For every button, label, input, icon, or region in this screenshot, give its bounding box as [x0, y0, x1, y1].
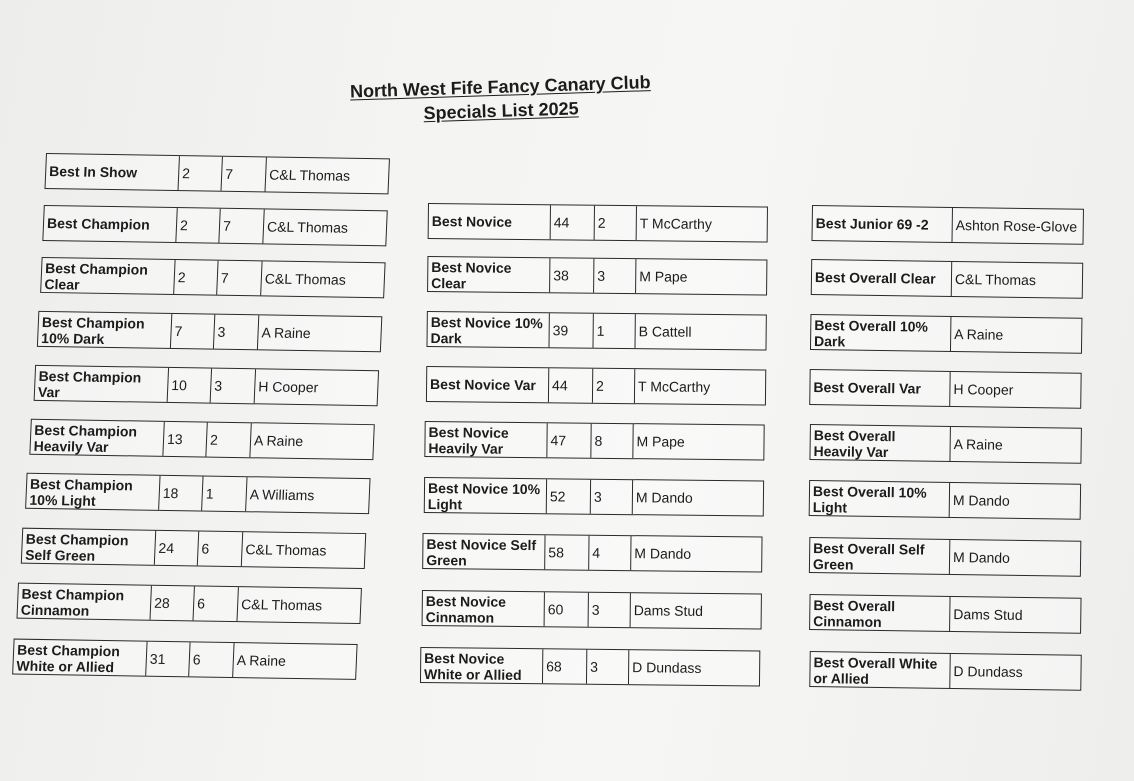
winner-name: Ashton Rose-Glove — [955, 216, 1078, 235]
document-header — [335, 70, 666, 128]
special-row-champion-10-light — [25, 473, 370, 514]
special-category: Best In Show — [46, 154, 180, 190]
winner-name: M Dando — [634, 544, 692, 562]
special-row-novice-white-allied — [420, 647, 760, 687]
special-row-novice-10-light — [424, 477, 764, 517]
class-number: 44 — [551, 205, 595, 239]
place-number: 7 — [222, 157, 267, 192]
winner-name: C&L Thomas — [264, 269, 347, 288]
class-number: 13 — [163, 422, 207, 457]
special-category: Best Overall Var — [810, 370, 950, 406]
special-row-overall-var — [809, 369, 1081, 409]
class-number: 18 — [159, 476, 203, 511]
winner-name: H Cooper — [258, 377, 319, 395]
place-number: 6 — [194, 586, 239, 621]
special-category: Best Champion Heavily Var — [30, 420, 164, 456]
winner-name: D Dundass — [953, 662, 1023, 680]
winner-name: D Dundass — [632, 658, 702, 676]
place-number: 7 — [219, 209, 264, 244]
special-row-champion-white-allied — [12, 639, 357, 680]
special-category: Best Novice Var — [427, 367, 549, 402]
special-category: Best Novice Self Green — [423, 534, 545, 569]
special-row-champion-clear — [40, 257, 385, 298]
class-number: 2 — [174, 260, 218, 295]
place-number: 3 — [591, 480, 633, 514]
winner-name: C&L Thomas — [268, 166, 351, 184]
winner-name: Dams Stud — [953, 605, 1023, 623]
class-number: 52 — [547, 479, 591, 513]
special-row-overall-10-dark — [810, 314, 1082, 354]
class-number: 47 — [547, 423, 591, 457]
special-category: Best Junior 69 -2 — [813, 206, 953, 242]
special-row-novice-10-dark — [426, 311, 766, 351]
special-category: Best Overall White or Allied — [810, 652, 950, 688]
winner-name: T McCarthy — [638, 377, 711, 395]
place-number: 6 — [189, 642, 234, 677]
special-row-novice-clear — [427, 256, 767, 296]
special-category: Best Champion Var — [35, 366, 169, 402]
special-row-overall-cinnamon — [809, 594, 1081, 634]
place-number: 1 — [593, 314, 635, 348]
class-number: 39 — [549, 313, 593, 347]
class-number: 44 — [549, 368, 593, 402]
special-category: Best Overall Heavily Var — [810, 425, 950, 461]
special-category: Best Overall Cinnamon — [810, 595, 950, 631]
winner-name: A Raine — [953, 435, 1003, 453]
special-row-overall-10-light — [809, 480, 1081, 520]
class-number: 60 — [545, 592, 589, 626]
club-title: North West Fife Fancy Canary Club — [349, 72, 651, 102]
special-category: Best Overall Self Green — [810, 538, 950, 574]
winner-name: C&L Thomas — [240, 595, 323, 613]
special-category: Best Champion Clear — [41, 258, 175, 294]
special-category: Best Novice Heavily Var — [425, 422, 547, 457]
special-category: Best Novice 10% Light — [425, 478, 547, 513]
special-row-novice-var — [426, 366, 766, 406]
winner-name: M Dando — [635, 488, 693, 506]
winner-name: Dams Stud — [633, 601, 704, 619]
special-row-best-champion — [42, 205, 387, 246]
winner-name: T McCarthy — [639, 214, 712, 232]
special-category: Best Overall 10% Light — [810, 481, 950, 517]
special-category: Best Champion White or Allied — [13, 640, 147, 676]
special-category: Best Novice — [429, 204, 551, 239]
special-category: Best Champion — [43, 206, 177, 242]
place-number: 3 — [589, 593, 631, 627]
special-row-overall-white-allied — [809, 651, 1081, 691]
winner-name: M Pape — [639, 267, 688, 285]
class-number: 58 — [545, 535, 589, 569]
place-number: 2 — [206, 423, 251, 458]
special-row-best-novice — [428, 203, 768, 243]
winner-name: C&L Thomas — [266, 217, 349, 236]
place-number: 3 — [594, 259, 636, 293]
special-category: Best Novice 10% Dark — [428, 312, 550, 347]
class-number: 38 — [550, 258, 594, 292]
special-category: Best Overall Clear — [812, 260, 952, 296]
place-number: 3 — [211, 369, 256, 404]
special-category: Best Overall 10% Dark — [811, 315, 951, 351]
special-row-overall-self-green — [809, 537, 1081, 577]
class-number: 10 — [168, 368, 212, 403]
class-number: 7 — [171, 314, 215, 349]
special-category: Best Novice Cinnamon — [423, 591, 545, 626]
special-row-champion-var — [34, 365, 379, 406]
special-row-overall-clear — [811, 259, 1083, 299]
special-category: Best Champion 10% Light — [26, 474, 160, 510]
special-row-novice-cinnamon — [422, 590, 762, 630]
winner-name: A Raine — [954, 325, 1004, 343]
special-category: Best Champion Cinnamon — [18, 584, 152, 620]
place-number: 3 — [587, 650, 629, 684]
winner-name: A Raine — [261, 323, 311, 341]
winner-name: A Williams — [249, 485, 315, 503]
special-row-champion-heavily-var — [29, 419, 374, 460]
class-number: 68 — [543, 649, 587, 683]
winner-name: C&L Thomas — [954, 270, 1037, 288]
special-row-novice-heavily-var — [424, 421, 764, 461]
class-number: 2 — [176, 208, 220, 243]
special-row-champion-cinnamon — [16, 583, 361, 624]
place-number: 1 — [202, 477, 247, 512]
special-category: Best Novice Clear — [428, 257, 550, 292]
winner-name: M Dando — [952, 491, 1010, 509]
winner-name: M Pape — [636, 432, 685, 450]
class-number: 2 — [179, 156, 223, 191]
special-row-best-in-show — [44, 153, 389, 194]
winner-name: A Raine — [236, 651, 287, 669]
place-number: 6 — [198, 531, 243, 566]
list-title: Specials List 2025 — [423, 98, 579, 124]
special-row-champion-self-green — [21, 528, 366, 569]
special-category: Best Champion 10% Dark — [38, 312, 172, 348]
special-row-best-junior — [811, 205, 1083, 245]
special-category: Best Champion Self Green — [22, 529, 156, 565]
winner-name: H Cooper — [953, 380, 1014, 398]
place-number: 8 — [591, 424, 633, 458]
special-row-overall-heavily-var — [809, 424, 1081, 464]
winner-name: A Raine — [253, 431, 304, 449]
special-row-novice-self-green — [422, 533, 762, 573]
winner-name: B Cattell — [638, 322, 692, 340]
place-number: 7 — [217, 261, 262, 296]
class-number: 28 — [151, 586, 195, 621]
place-number: 3 — [214, 315, 259, 350]
winner-name: C&L Thomas — [245, 540, 327, 558]
place-number: 4 — [589, 536, 631, 570]
special-category: Best Novice White or Allied — [421, 648, 543, 683]
place-number: 2 — [593, 369, 635, 403]
special-row-champion-10-dark — [37, 311, 382, 352]
winner-name: M Dando — [952, 548, 1011, 566]
class-number: 24 — [155, 531, 199, 566]
place-number: 2 — [595, 206, 637, 240]
class-number: 31 — [146, 642, 190, 677]
